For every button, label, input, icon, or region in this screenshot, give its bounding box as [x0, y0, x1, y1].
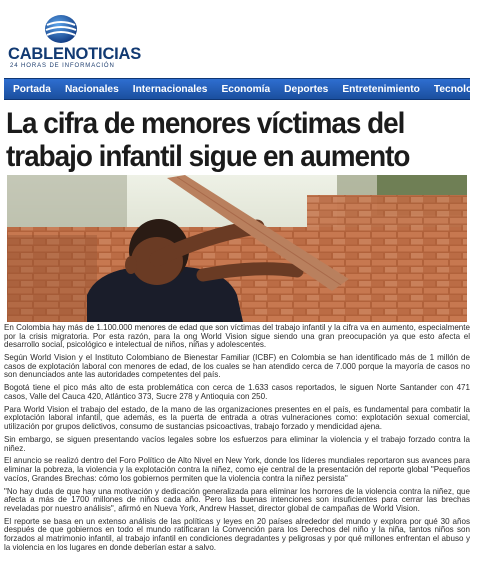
article-paragraph: "No hay duda de que hay una motivación y dedicación generalizada para eliminar los horrores de la violencia contra la niñez, que afecta a más de 1700 millones de niños cada año. Pero las buenas intenciones son insuficientes para cerrar las brechas reveladas por nuestro análisis", afirmó en Nueva York, Andrew Hasset, director global de campañas de World Vision.	[4, 486, 470, 513]
article-paragraph: Sin embargo, se siguen presentando vacíos legales sobre los esfuerzos para eliminar la violencia y el trabajo forzado contra la niñez.	[4, 434, 470, 453]
child-carrying-brick-photo	[7, 175, 467, 322]
globe-logo-icon	[44, 14, 78, 44]
article-paragraph: Para World Vision el trabajo del estado, de la mano de las organizaciones presentes en el país, es fundamental para combatir la explotación laboral infantil, que además, es la puerta de entrada a otras vulneraciones como: explotación sexual comercial, utilización por grupos delictivos, consumo de sustancias psicoactivas, trabajo forzado y mendicidad ajena.	[4, 404, 470, 432]
nav-item-nacionales[interactable]: Nacionales	[64, 83, 119, 95]
nav-item-portada[interactable]: Portada	[13, 83, 51, 95]
nav-item-internacionales[interactable]: Internacionales	[132, 83, 208, 95]
nav-item-tecnologia[interactable]: Tecnología	[433, 83, 487, 95]
article-body	[4, 324, 470, 576]
main-navigation	[4, 78, 487, 100]
article-paragraph: Bogotá tiene el pico más alto de esta problemática con cerca de 1.633 casos reportados, le siguen Norte Santander con 471 casos, Valle del Cauca 420, Atlántico 373, Sucre 278 y Antioquia con 250.	[4, 383, 470, 401]
masthead	[0, 0, 474, 78]
article-paragraph: El anuncio se realizó dentro del Foro Político de Alto Nivel en New York, donde los líderes mundiales reportaron sus avances para eliminar la pobreza, la violencia y la explotación contra la niñez, como eje central de la presentación del reporte global "Pequeños vacíos, Grandes Brechas: cómo los gobiernos permiten que la violencia contra la niñez persista"	[4, 456, 470, 483]
headline-line-1: La cifra de menores víctimas del	[6, 107, 405, 140]
article-paragraph: Según World Vision y el Instituto Colombiano de Bienestar Familiar (ICBF) en Colombia se han identificado más de 1 millón de casos de explotación laboral con menores de edad, de los cuales se han atendido cerca de 7.000 porque la mayoría de casos no son denunciados ante las autoridades competentes del país.	[4, 353, 470, 380]
brand-name[interactable]: CABLENOTICIAS	[8, 45, 142, 63]
headline-line-2: trabajo infantil sigue en aumento	[6, 140, 410, 173]
nav-item-economia[interactable]: Economía	[221, 83, 271, 95]
article-headline	[6, 107, 439, 173]
nav-item-deportes[interactable]: Deportes	[284, 83, 329, 95]
photo-illustration	[7, 175, 467, 322]
article-paragraph: El reporte se basa en un extenso análisis de las políticas y leyes en 20 países alrededor del mundo y explora por qué 30 años después de que gobiernos en todo el mundo ratificaran la Convención para los Derechos del niño y la niña, tantos niños son forzados al matrimonio infantil, al trabajo infantil en condiciones degradantes y peligrosas y por qué millones enfrentan el abuso y la violencia en los lugares en donde deberían estar a salvo.	[4, 516, 470, 552]
nav-item-entretenimiento[interactable]: Entretenimiento	[342, 83, 420, 95]
brand-tagline: 24 HORAS DE INFORMACIÓN	[10, 63, 115, 69]
article-paragraph: En Colombia hay más de 1.100.000 menores de edad que son víctimas del trabajo infantil y la cifra va en aumento, especialmente por la crisis migratoria. Por esta razón, para la ong World Vision sigue siendo una gran preocupación ya que esto afecta el desarrollo social, psicológico e intelectual de niños, niñas y adolescentes.	[4, 323, 470, 350]
